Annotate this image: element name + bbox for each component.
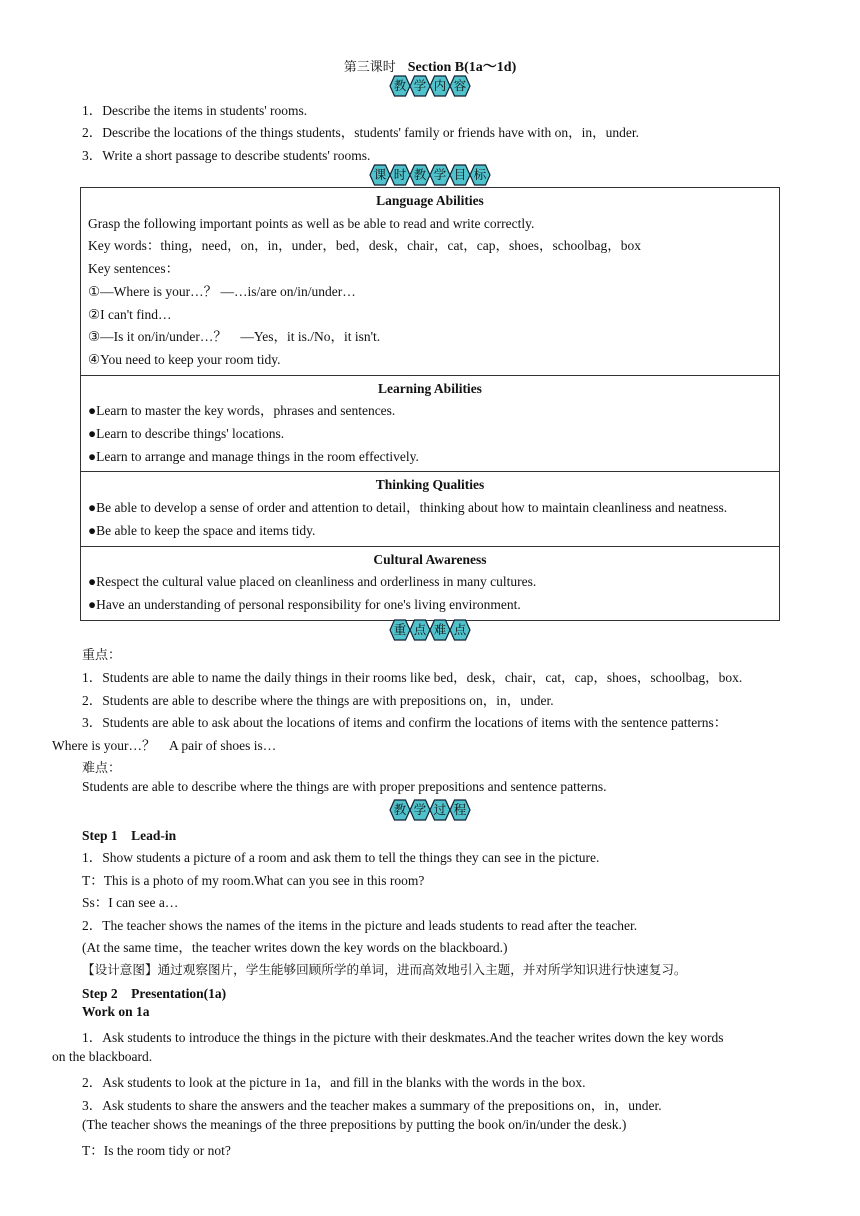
goal-line: ●Learn to master the key words，phrases and sentences. xyxy=(88,403,396,419)
hex-label: 标 xyxy=(469,164,491,186)
goals-section-learning xyxy=(81,375,780,472)
section-heading: Language Abilities xyxy=(376,193,484,208)
step-heading: Step 1 Lead-in xyxy=(82,828,177,843)
step-heading: Step 2 Presentation(1a) xyxy=(82,986,227,1001)
step-line: 1．Ask students to introduce the things in the picture with their deskmates.And the teacher writes down the key words xyxy=(82,1030,724,1045)
key-point: 3．Students are able to ask about the locations of items and confirm the locations of items with the sentence patterns： xyxy=(82,715,728,730)
goal-line: ●Be able to develop a sense of order and attention to detail，thinking about how to maintain cleanliness and neatness. xyxy=(88,500,728,516)
hex-label: 时 xyxy=(389,164,411,186)
key-point: 1．Students are able to name the daily things in their rooms like bed，desk，chair，cat，cap，shoes，schoolbag，box. xyxy=(82,670,743,685)
banner-teaching-content xyxy=(0,75,860,97)
hex-label: 教 xyxy=(389,75,411,97)
goal-line: Key sentences： xyxy=(88,261,180,277)
step-line: Ss：I can see a… xyxy=(82,895,179,910)
hex-label: 目 xyxy=(449,164,471,186)
key-point: 2．Students are able to describe where the things are with prepositions on，in，under. xyxy=(82,693,554,708)
step-line: T：Is the room tidy or not? xyxy=(82,1143,231,1158)
goal-line: ④You need to keep your room tidy. xyxy=(88,351,281,367)
goal-line: ●Be able to keep the space and items tidy. xyxy=(88,522,316,538)
goal-line: ●Have an understanding of personal responsibility for one's living environment. xyxy=(88,596,521,612)
banner-key-points xyxy=(0,619,860,641)
step-line: 2．The teacher shows the names of the items in the picture and leads students to read after the teacher. xyxy=(82,918,638,933)
content-item: 1．Describe the items in students' rooms. xyxy=(82,103,308,118)
goal-line: ③—Is it on/in/under…？ —Yes，it is./No，it isn't. xyxy=(88,329,381,345)
hex-label: 教 xyxy=(409,164,431,186)
step-line: 3．Ask students to share the answers and the teacher makes a summary of the prepositions on，in，under. xyxy=(82,1098,662,1113)
goal-line: ●Learn to arrange and manage things in the room effectively. xyxy=(88,448,419,464)
hex-label: 内 xyxy=(429,75,451,97)
hex-label: 点 xyxy=(409,619,431,641)
section-heading: Thinking Qualities xyxy=(375,477,485,493)
hex-label: 重 xyxy=(389,619,411,641)
hex-label: 学 xyxy=(409,799,431,821)
page-title xyxy=(0,56,860,76)
section-heading: Learning Abilities xyxy=(378,380,482,396)
goals-section-language xyxy=(81,188,780,376)
step-line: 2．Ask students to look at the picture in 1a，and fill in the blanks with the words in the box. xyxy=(82,1075,586,1090)
goals-table xyxy=(80,187,780,621)
banner-teaching-process xyxy=(0,799,860,821)
hex-label: 过 xyxy=(429,799,451,821)
step-line: (At the same time，the teacher writes down the key words on the blackboard.) xyxy=(82,940,508,955)
goal-line: Key words：thing，need，on，in，under，bed，desk，chair，cat，cap，shoes，schoolbag，box xyxy=(88,238,642,254)
hex-label: 学 xyxy=(429,164,451,186)
goal-line: ②I can't find… xyxy=(88,306,172,322)
hex-label: 课 xyxy=(369,164,391,186)
goal-line: ①—Where is your…？ —…is/are on/in/under… xyxy=(88,283,356,299)
hex-label: 容 xyxy=(449,75,471,97)
goal-line: Grasp the following important points as well as be able to read and write correctly. xyxy=(88,215,535,231)
design-intent: 【设计意图】通过观察图片，学生能够回顾所学的单词，进而高效地引入主题，并对所学知识进行快速复习。 xyxy=(82,962,687,977)
content-item: 3．Write a short passage to describe students' rooms. xyxy=(82,148,371,163)
lesson-number: 第三课时 xyxy=(343,60,396,75)
content-item: 2．Describe the locations of the things students，students' family or friends have with on，in，under. xyxy=(82,125,639,140)
hex-label: 教 xyxy=(389,799,411,821)
hex-label: 学 xyxy=(409,75,431,97)
sub-heading: Work on 1a xyxy=(82,1004,150,1019)
hex-label: 点 xyxy=(449,619,471,641)
difficult-points-label: 难点： xyxy=(82,761,122,776)
step-line: (The teacher shows the meanings of the three prepositions by putting the book on/in/under the desk.) xyxy=(82,1117,627,1132)
step-line: 1．Show students a picture of a room and ask them to tell the things they can see in the picture. xyxy=(82,850,600,865)
key-points-label: 重点： xyxy=(82,648,122,663)
step-line: T：This is a photo of my room.What can you see in this room? xyxy=(82,873,425,888)
hex-label: 程 xyxy=(449,799,471,821)
step-line: on the blackboard. xyxy=(52,1049,153,1064)
goal-line: ●Respect the cultural value placed on cleanliness and orderliness in many cultures. xyxy=(88,574,537,590)
hex-label: 难 xyxy=(429,619,451,641)
banner-teaching-goals xyxy=(0,164,860,186)
goal-line: ●Learn to describe things' locations. xyxy=(88,426,285,442)
goals-section-cultural xyxy=(81,546,780,620)
difficult-point: Students are able to describe where the things are with proper prepositions and sentence patterns. xyxy=(82,779,607,794)
key-point: Where is your…？ A pair of shoes is… xyxy=(52,738,277,753)
section-heading: Cultural Awareness xyxy=(373,551,487,567)
section-title: Section B(1a～1d) xyxy=(407,60,517,75)
goals-section-thinking xyxy=(81,472,780,546)
